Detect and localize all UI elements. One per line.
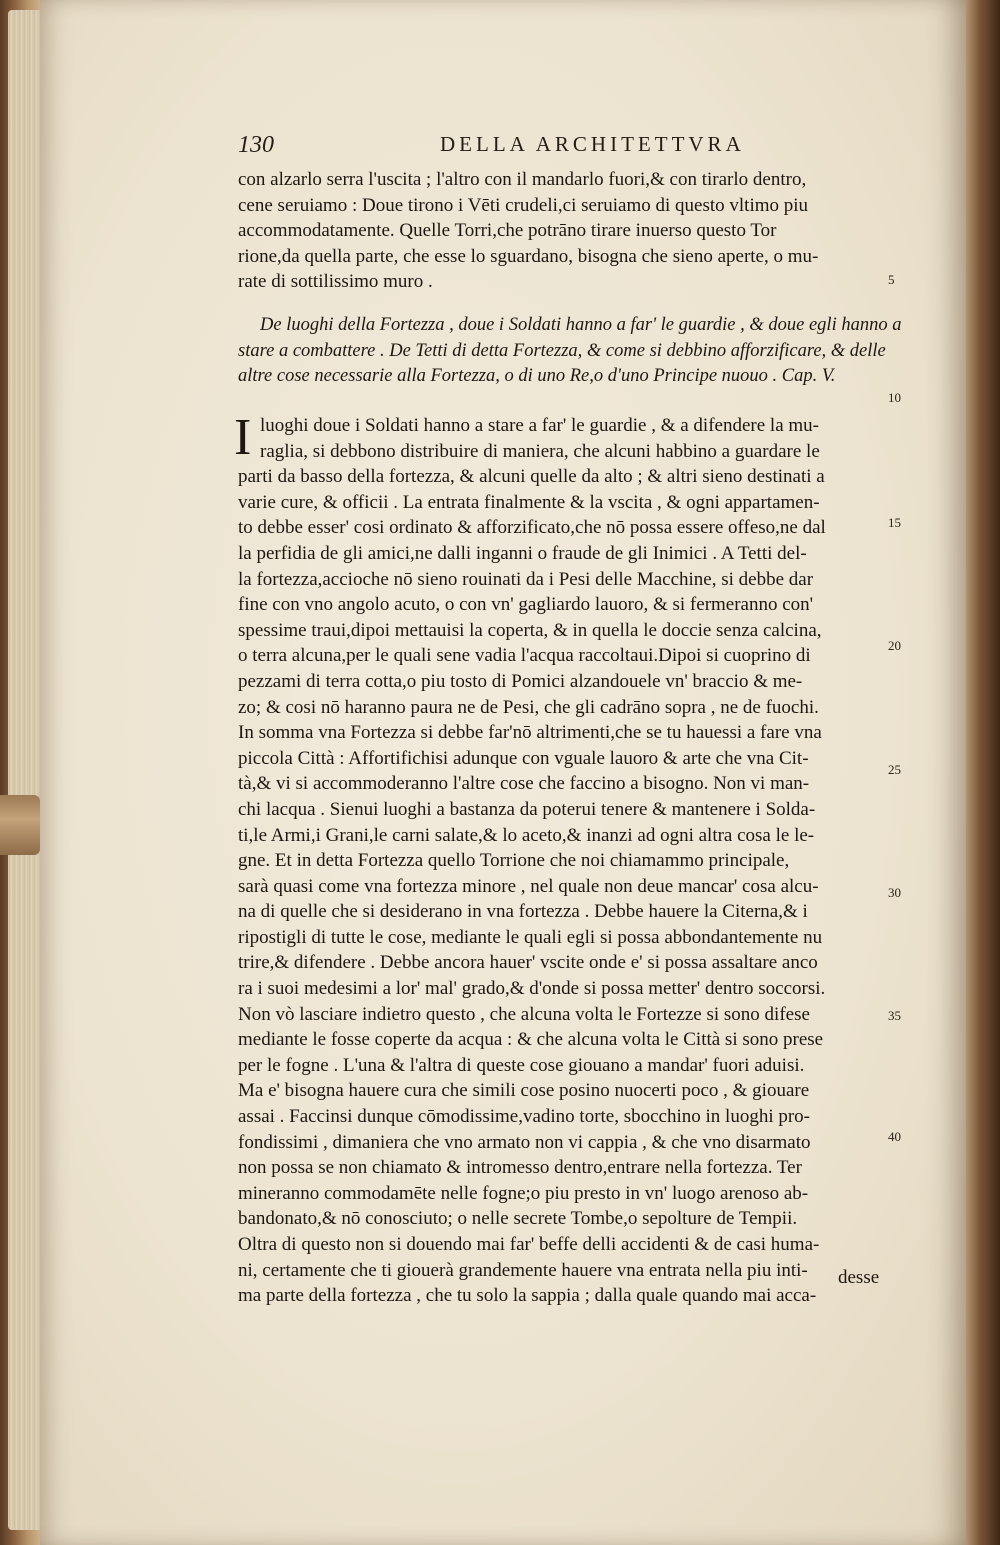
text-line: o terra alcuna,per le quali sene vadia l'acqua raccoltaui.Dipoi si cuoprino di [238, 645, 811, 667]
paragraph-one [238, 167, 883, 295]
page-header [238, 132, 758, 164]
text-line: ti,le Armi,i Grani,le carni salate,& lo aceto,& inanzi ad ogni altra cosa le le- [238, 824, 815, 846]
text-line: per le fogne . L'una & l'altra di queste cose giouano a mandar' fuori aduisi. [238, 1054, 805, 1076]
text-line: pezzami di terra cotta,o piu tosto di Pomici alzandouele vn' braccio & me- [238, 670, 803, 692]
drop-cap: I [234, 409, 252, 466]
text-line: mineranno commodamēte nelle fogne;o piu presto in vn' luogo arenoso ab- [238, 1182, 809, 1204]
running-head: DELLA ARCHITETTVRA [440, 132, 745, 156]
text-line: bandonato,& nō conosciuto; o nelle secrete Tombe,o sepolture de Tempii. [238, 1208, 798, 1230]
text-line: sarà quasi come vna fortezza minore , nel quale non deue mancar' cosa alcu- [238, 875, 819, 897]
line-number: 35 [888, 1008, 901, 1023]
book-clasp [0, 795, 40, 855]
book-cover-right [960, 0, 1000, 1545]
line-number: 10 [888, 390, 901, 405]
text-line: la fortezza,accioche nō sieno rouinati da i Pesi delle Macchine, si debbe dar [238, 568, 814, 590]
line-number: 30 [888, 885, 901, 900]
text-line: In somma vna Fortezza si debbe far'nō altrimenti,che se tu hauessi a fare vna [238, 722, 822, 744]
text-line: ni, certamente che ti giouerà grandemente hauere vna entrata nella piu inti- [238, 1259, 808, 1281]
heading-line: stare a combattere . De Tetti di detta Fortezza, & come si debbino afforzificare, & delle [238, 340, 886, 361]
catchword: desse [838, 1267, 880, 1288]
text-line: la perfidia de gli amici,ne dalli inganni o fraude de gli Inimici . A Tetti del- [238, 542, 807, 564]
text-line: con alzarlo serra l'uscita ; l'altro con il mandarlo fuori,& con tirarlo dentro, [238, 169, 807, 190]
text-line: zo; & cosi nō haranno paura ne de Pesi, che gli cadrāno sopra , ne de fuochi. [238, 696, 819, 718]
text-line: Oltra di questo non si douendo mai far' beffe delli accidenti & de casi huma- [238, 1234, 820, 1255]
text-line: luoghi doue i Soldati hanno a stare a far' le guardie , & a difendere la mu- [260, 415, 819, 436]
text-line: accommodatamente. Quelle Torri,che potrāno tirare inuerso questo Tor [238, 220, 777, 242]
text-line: tà,& vi si accommoderanno l'altre cose che faccino a bisogno. Non vi man- [238, 773, 810, 795]
paragraph-two [234, 409, 883, 1309]
heading-line: altre cose necessarie alla Fortezza, o di uno Re,o d'uno Principe nuouo . Cap. V. [238, 366, 836, 387]
text-line: ma parte della fortezza , che tu solo la sappia ; dalla quale quando mai acca- [238, 1285, 817, 1307]
text-line: Non vò lasciare indietro questo , che alcuna volta le Fortezze si sono difese [238, 1003, 810, 1025]
text-line: fondissimi , dimaniera che vno armato non vi cappia , & che vno disarmato [238, 1131, 811, 1153]
text-line: rione,da quella parte, che esse lo sguardano, bisogna che sieno aperte, o mu- [238, 245, 819, 267]
text-line: trire,& difendere . Debbe ancora hauer' vscite onde e' si possa assaltare anco [238, 952, 818, 974]
text-line: varie cure, & officii . La entrata finalmente & la vscita , & ogni appartamen- [238, 491, 820, 513]
text-line: Ma e' bisogna hauere cura che simili cose posino nuocerti poco , & giouare [238, 1080, 810, 1102]
heading-line: De luoghi della Fortezza , doue i Soldati hanno a far' le guardie , & doue egli hanno a [260, 315, 902, 335]
line-number: 15 [888, 515, 901, 530]
text-line: mediante le fosse coperte da acqua : & che alcuna volta le Città si sono prese [238, 1029, 824, 1051]
line-number: 5 [888, 272, 895, 287]
text-line: chi lacqua . Sienui luoghi a bastanza da poterui tenere & mantenere i Solda- [238, 798, 816, 820]
text-line: parti da basso della fortezza, & alcuni quelle da alto ; & altri sieno destinati a [238, 466, 825, 488]
text-line: ra i suoi medesimi a lor' mal' grado,& d'onde si possa metter' dentro soccorsi. [238, 978, 826, 1000]
text-line: gne. Et in detta Fortezza quello Torrione che noi chiamammo principale, [238, 850, 790, 872]
text-line: na di quelle che si desiderano in vna fortezza . Debbe hauere la Citerna,& i [238, 901, 808, 923]
text-line: rate di sottilissimo muro . [238, 271, 433, 293]
text-line: ripostigli di tutte le cose, mediante le quali egli si possa abbondantemente nu [238, 926, 823, 948]
text-line: cene seruiamo : Doue tirono i Vēti crudeli,ci seruiamo di questo vltimo piu [238, 194, 809, 216]
page-number: 130 [238, 132, 274, 158]
text-line: assai . Faccinsi dunque cōmodissime,vadino torte, sbocchino in luoghi pro- [238, 1106, 811, 1128]
line-number: 20 [888, 638, 901, 653]
text-line: piccola Città : Affortifichisi adunque con vguale lauoro & arte che vna Cit- [238, 747, 809, 769]
text-line: non possa se non chiamato & intromesso dentro,entrare nella fortezza. Ter [238, 1157, 802, 1179]
text-line: spessime traui,dipoi mettauisi la coperta, & in quella le doccie senza calcina, [238, 619, 822, 641]
line-number: 25 [888, 762, 901, 777]
text-line: fine con vno angolo acuto, o con vn' gagliardo lauoro, & si fermeranno con' [238, 594, 814, 616]
chapter-heading [238, 313, 902, 390]
text-line: raglia, si debbono distribuire di maniera, che alcuni habbino a guardare le [260, 440, 820, 462]
text-line: to debbe esser' cosi ordinato & afforzificato,che nō possa essere offeso,ne dal [238, 517, 826, 539]
line-number: 40 [888, 1129, 901, 1144]
